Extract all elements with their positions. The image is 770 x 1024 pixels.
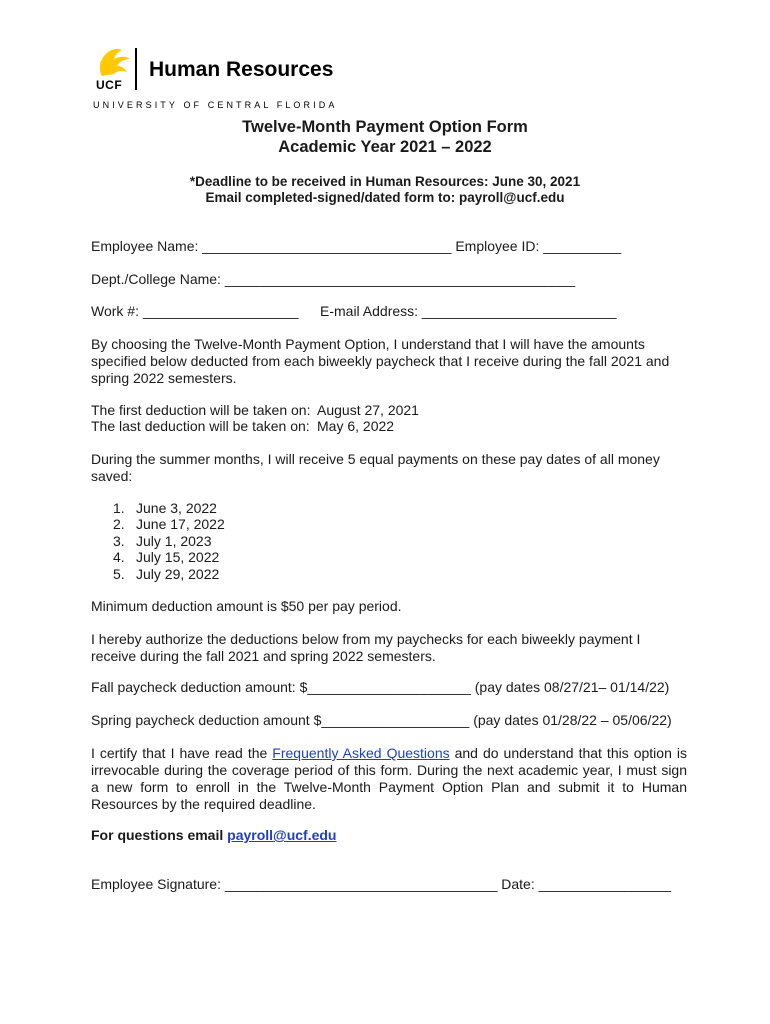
deadline-notice: *Deadline to be received in Human Resources: June 30, 2021	[189, 174, 581, 189]
email-instruction: Email completed-signed/dated form to: payroll@ucf.edu	[205, 190, 565, 205]
list-item: 4. July 15, 2022	[113, 549, 220, 566]
authorize-paragraph: I hereby authorize the deductions below from my paychecks for each biweekly payment I receive during the fall 2021 and spring 2022 semesters.	[91, 631, 641, 664]
last-deduction-row	[91, 418, 395, 435]
summer-dates-list	[113, 500, 225, 582]
fall-deduction-field[interactable]: Fall paycheck deduction amount: $_____________________ (pay dates 08/27/21– 01/14/22)	[91, 679, 670, 695]
signature-date-field[interactable]: Employee Signature: ___________________________________ Date: _________________	[91, 876, 671, 892]
employee-name-field[interactable]: Employee Name: ________________________________ Employee ID: __________	[91, 238, 622, 254]
questions-line: For questions email payroll@ucf.edu	[91, 827, 337, 843]
first-deduction-label: The first deduction will be taken on:	[91, 402, 311, 418]
first-deduction-date: August 27, 2021	[317, 402, 419, 418]
minimum-deduction: Minimum deduction amount is $50 per pay period.	[91, 598, 402, 614]
academic-year: Academic Year 2021 – 2022	[278, 138, 492, 156]
list-item: 2. June 17, 2022	[113, 516, 225, 533]
dept-college-field[interactable]: Dept./College Name: _____________________________________________	[91, 271, 576, 287]
summer-paragraph: During the summer months, I will receive 5 equal payments on these pay dates of all money saved:	[91, 451, 660, 484]
intro-paragraph: By choosing the Twelve-Month Payment Option, I understand that I will have the amounts specified below deducted from each biweekly paycheck that I receive during the fall 2021 and spring 2022 semesters.	[91, 336, 670, 386]
first-deduction-row	[91, 402, 419, 419]
faq-link[interactable]: Frequently Asked Questions	[272, 745, 450, 761]
form-title: Twelve-Month Payment Option Form	[242, 118, 528, 136]
list-item: 1. June 3, 2022	[113, 500, 217, 516]
list-item: 5. July 29, 2022	[113, 565, 220, 582]
logo-divider	[135, 48, 137, 90]
last-deduction-label: The last deduction will be taken on:	[91, 418, 310, 434]
last-deduction-date: May 6, 2022	[317, 418, 395, 434]
spring-deduction-field[interactable]: Spring paycheck deduction amount $___________________ (pay dates 01/28/22 – 05/06/22)	[91, 712, 672, 728]
ucf-wordmark: UCF	[96, 78, 123, 92]
email-address-field[interactable]: E-mail Address: _________________________	[320, 303, 617, 319]
payroll-email-link[interactable]: payroll@ucf.edu	[227, 827, 337, 843]
unit-name: Human Resources	[149, 58, 334, 81]
university-name: UNIVERSITY OF CENTRAL FLORIDA	[93, 100, 338, 110]
list-item: 3. July 1, 2023	[113, 532, 212, 549]
work-email-row	[91, 303, 691, 320]
hr-logo	[92, 44, 352, 114]
certify-paragraph: I certify that I have read the Frequently Asked Questions and do understand that this option is irrevocable during the coverage period of this form. During the next academic year, I must sign a new form to enroll in the Twelve-Month Payment Option Plan and submit it to Human Resources by the required deadline.	[91, 745, 687, 812]
work-number-field[interactable]: Work #: ____________________	[91, 303, 299, 319]
